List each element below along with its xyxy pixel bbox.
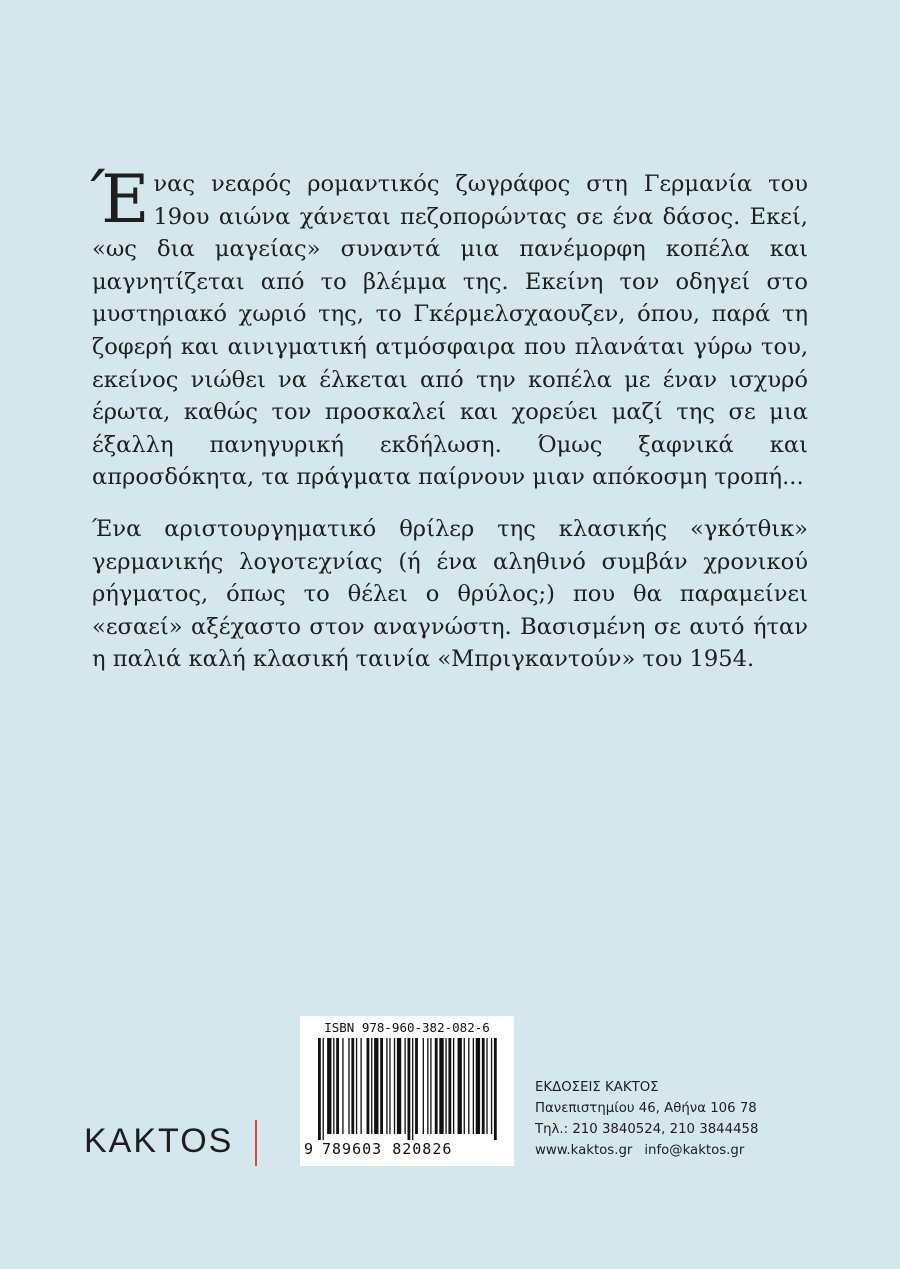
barcode-bar <box>453 1038 454 1134</box>
barcode-bar <box>412 1038 413 1140</box>
publisher-email-link[interactable]: info@kaktos.gr <box>644 1143 745 1158</box>
barcode-bar <box>356 1038 357 1134</box>
barcode-bar <box>494 1038 497 1140</box>
barcode-bar <box>427 1038 428 1134</box>
barcode-bar <box>333 1038 334 1134</box>
barcode-bar <box>380 1038 383 1134</box>
drop-cap: Έ <box>90 161 150 238</box>
barcode-bar <box>348 1038 349 1134</box>
barcode-bar <box>476 1038 480 1134</box>
barcode-bar <box>468 1038 469 1134</box>
barcode-bars <box>318 1038 500 1140</box>
isbn-label: ISBN 978-960-382-082-6 <box>324 1020 490 1035</box>
barcode-bar <box>404 1038 405 1134</box>
isbn-barcode <box>300 1016 514 1166</box>
book-blurb <box>90 161 808 676</box>
publisher-name: ΕΚΔΟΣΕΙΣ ΚΑΚΤΟΣ <box>535 1080 659 1095</box>
barcode-bar <box>394 1038 395 1134</box>
barcode-bar <box>439 1038 443 1134</box>
barcode-bar <box>327 1038 331 1134</box>
blurb-paragraph-1 <box>90 161 808 494</box>
barcode-bar <box>423 1038 424 1134</box>
publisher-web-row <box>535 1140 758 1161</box>
barcode-bar <box>389 1038 390 1134</box>
barcode-bar <box>486 1038 487 1134</box>
barcode-bar <box>415 1038 418 1134</box>
barcode-bar <box>323 1038 324 1140</box>
barcode-bar <box>458 1038 462 1134</box>
barcode-bar <box>491 1038 492 1134</box>
ean-first-digit: 9 <box>304 1140 314 1158</box>
barcode-bar <box>464 1038 465 1134</box>
barcode-bar <box>336 1038 339 1134</box>
barcode-bar <box>397 1038 401 1134</box>
barcode-bar <box>351 1038 354 1134</box>
barcode-bar <box>473 1038 474 1134</box>
publisher-address: Πανεπιστημίου 46, Αθήνα 106 78 <box>535 1101 757 1116</box>
publisher-info <box>535 1077 758 1161</box>
barcode-bar <box>430 1038 431 1134</box>
barcode-bar <box>367 1038 370 1134</box>
barcode-bar <box>318 1038 321 1140</box>
ean-remaining-digits: 789603 820826 <box>322 1140 453 1158</box>
publisher-phone: Τηλ.: 210 3840524, 210 3844458 <box>535 1122 759 1137</box>
barcode-bar <box>445 1038 446 1134</box>
barcode-bar <box>407 1038 410 1140</box>
publisher-logo: KAKTOS <box>84 1122 234 1160</box>
barcode-bar <box>482 1038 485 1134</box>
barcode-bar <box>435 1038 438 1134</box>
barcode-bar <box>448 1038 451 1134</box>
barcode-bar <box>371 1038 372 1134</box>
barcode-bar <box>342 1038 343 1134</box>
barcode-bar <box>374 1038 378 1134</box>
publisher-website-link[interactable]: www.kaktos.gr <box>535 1143 633 1158</box>
barcode-bar <box>360 1038 361 1134</box>
barcode-bar <box>386 1038 387 1134</box>
blurb-paragraph-1-text: νας νεαρός ρομαντικός ζωγράφος στη Γερμανία του 19ου αιώνα χάνεται πεζοπορώντας σε ένα δάσος. Εκεί, «ως δια μαγείας» συναντά μια πανέμορφη κοπέλα και μαγνητίζεται από το βλέμμα της. Εκείνη τον οδηγεί στο μυστηριακό χωριό της, το Γκέρμελσχαουζεν, όπου, παρά τη ζοφερή και αινιγματική ατμόσφαιρα που πλανάται γύρω του, εκείνος νιώθει να έλκεται από την κοπέλα με έναν ισχυρό έρωτα, καθώς τον προσκαλεί και χορεύει μαζί της σε μια έξαλλη πανηγυρική εκδήλωση. Όμως ξαφνικά και απροσδόκητα, τα πράγματα παίρνουν μιαν απόκοσμη τροπή... <box>92 171 808 491</box>
logo-accent-bar <box>255 1120 257 1166</box>
blurb-paragraph-2: Ένα αριστουργηματικό θρίλερ της κλασικής «γκότθικ» γερμανικής λογοτεχνίας (ή ένα αληθινό συμβάν χρονικού ρήγματος, όπως το θέλει ο θρύλος;) που θα παραμείνει «εσαεί» αξέχαστο στον αναγνώστη. Βασισμένη σε αυτό ήταν η παλιά καλή κλασική ταινία «Μπριγκαντούν» του 1954. <box>92 515 808 673</box>
